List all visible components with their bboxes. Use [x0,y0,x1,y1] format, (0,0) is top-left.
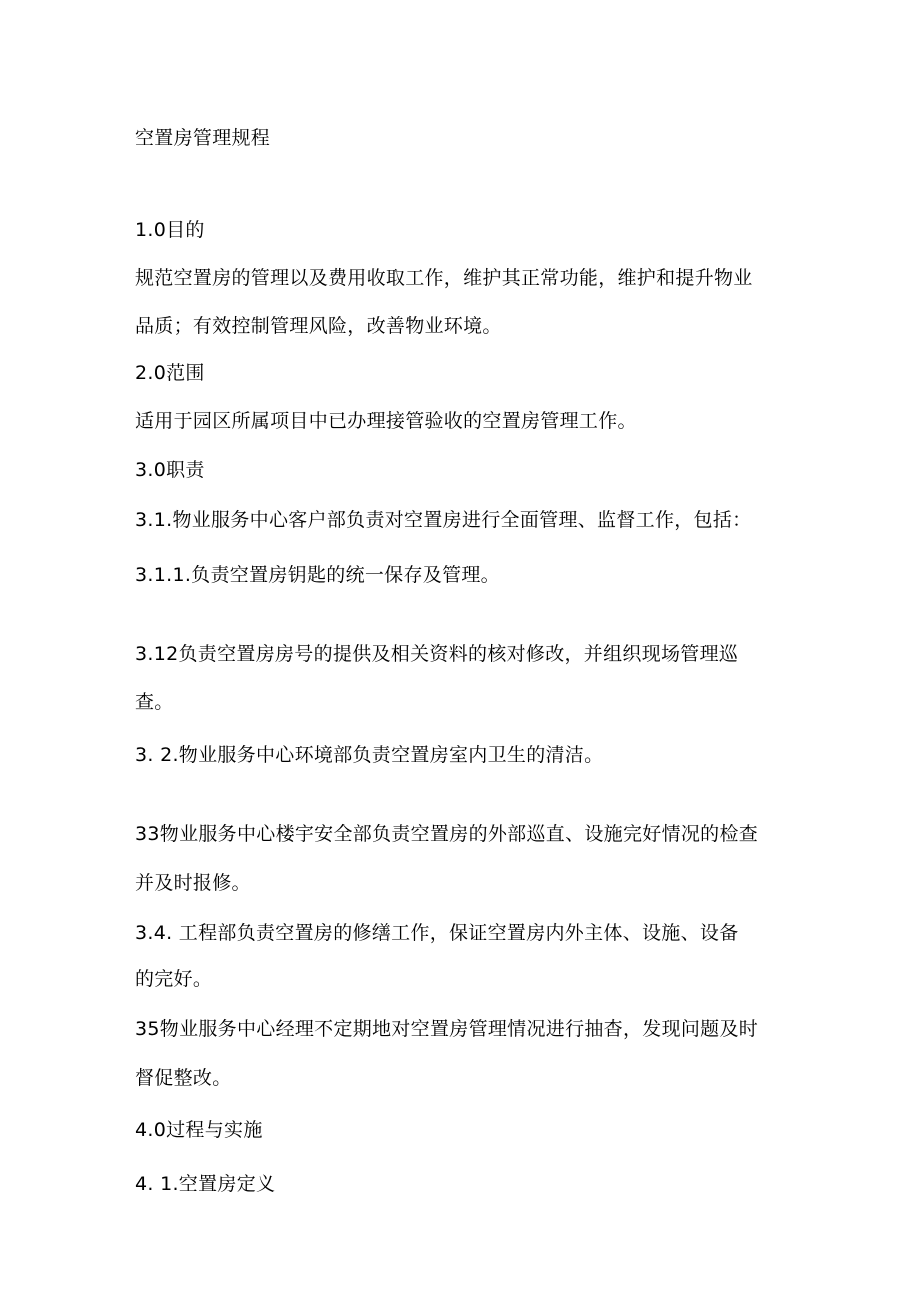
paragraph-line: 3.4. 工程部负责空置房的修缮工作，保证空置房内外主体、设施、设备 [135,922,739,944]
paragraph-line: 33物业服务中心楼宇安全部负责空置房的外部巡直、设施完好情况的检查 [135,823,759,845]
document-title: 空置房管理规程 [135,127,271,149]
paragraph-line: 3.1.物业服务中心客户部负责对空置房进行全面管理、监督工作，包括： [135,509,752,531]
paragraph-line: 规范空置房的管理以及费用收取工作，维护其正常功能，维护和提升物业 [135,267,753,289]
section-heading-responsibilities: 3.0职责 [135,459,205,481]
paragraph-line: 适用于园区所属项目中已办理接管验收的空置房管理工作。 [135,410,637,432]
paragraph-line: 品质；有效控制管理风险，改善物业环境。 [135,315,502,337]
paragraph-line: 督促整改。 [135,1067,232,1089]
subsection-heading: 4. 1.空置房定义 [135,1173,276,1195]
paragraph-line: 的完好。 [135,968,213,990]
paragraph-line: 查。 [135,691,174,713]
section-heading-process: 4.0过程与实施 [135,1119,263,1141]
paragraph-line: 35物业服务中心经理不定期地对空置房管理情况进行抽杳，发现问题及时 [135,1018,759,1040]
paragraph-line: 3.1.1.负责空置房钥匙的统一保存及管理。 [135,564,500,586]
paragraph-line: 3.12负责空置房房号的提供及相关资料的核对修改，并组织现场管理巡 [135,643,739,665]
section-heading-purpose: 1.0目的 [135,219,205,241]
paragraph-line: 3. 2.物业服务中心环境部负责空置房室内卫生的清洁。 [135,744,604,766]
paragraph-line: 并及时报修。 [135,872,251,894]
section-heading-scope: 2.0范围 [135,362,205,384]
